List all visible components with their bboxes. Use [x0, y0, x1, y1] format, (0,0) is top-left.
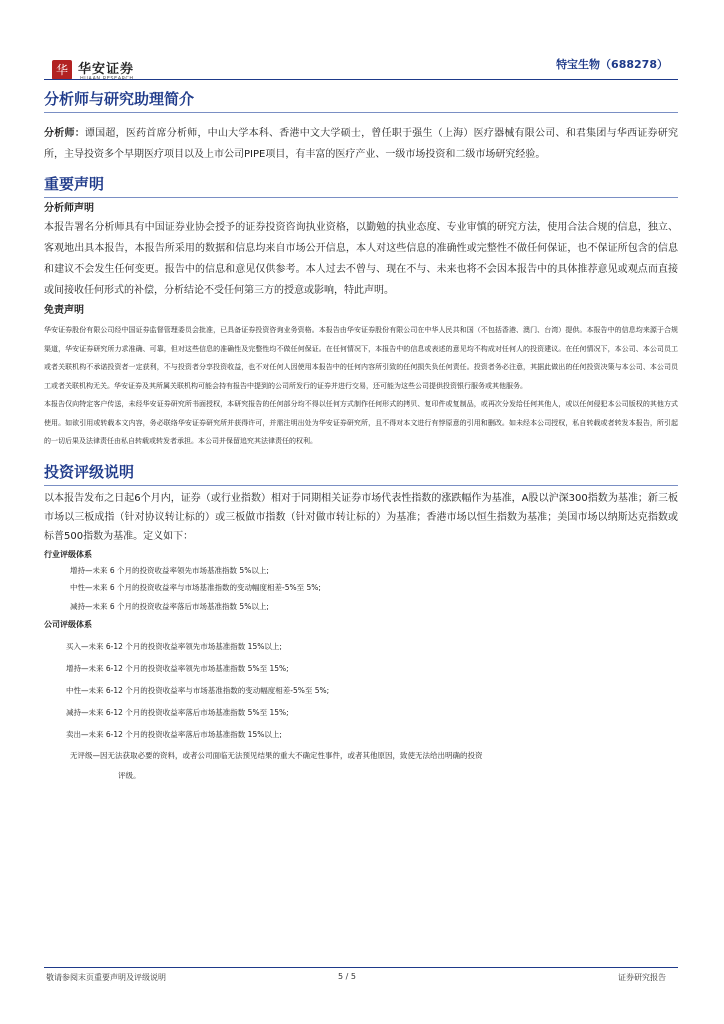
company-rating-item: 中性—未来 6-12 个月的投资收益率与市场基准指数的变动幅度相差-5%至 5%;: [66, 685, 330, 695]
header-divider: [44, 79, 678, 80]
industry-rating-list: [44, 562, 678, 618]
industry-rating-title: 行业评级体系: [44, 549, 92, 559]
disclaimer-section-title: 重要声明: [44, 175, 105, 193]
report-title: 特宝生物（688278）: [556, 58, 668, 71]
section-rule: [44, 197, 678, 198]
footer-note: 敬请参阅末页重要声明及评级说明: [46, 973, 166, 982]
analyst-section-title: 分析师与研究助理简介: [44, 90, 195, 108]
page-number: 5 / 5: [338, 972, 356, 981]
company-rating-item: 买入—未来 6-12 个月的投资收益率领先市场基准指数 15%以上;: [66, 641, 282, 651]
rating-intro: 以本报告发布之日起6个月内，证券（或行业指数）相对于同期相关证券市场代表性指数的涨跌幅作为基准，A股以沪深300指数为基准；新三板市场以三板成指（针对协议转让标的）或三板做市指数（针对做市转让标的）为基准；香港市场以恒生指数为基准；美国市场以纳斯达克指数或标普500指数为基准。定义如下：: [44, 492, 678, 542]
page-header: [0, 0, 724, 90]
rating-section: [44, 461, 678, 786]
section-rule: [44, 112, 678, 113]
industry-rating-item: 中性—未来 6 个月的投资收益率与市场基准指数的变动幅度相差-5%至 5%;: [70, 582, 321, 592]
company-rating-list: [44, 636, 678, 786]
no-rating-line: 无评级—因无法获取必要的资料，或者公司面临无法预见结果的重大不确定性事件，或者其他原因，致使无法给出明确的投资: [70, 750, 483, 760]
exemption-title: 免责声明: [44, 305, 84, 316]
page-content: [44, 88, 678, 786]
analyst-section: [44, 88, 678, 165]
analyst-statement-title: 分析师声明: [44, 203, 94, 214]
industry-rating-item: 增持—未来 6 个月的投资收益率领先市场基准指数 5%以上;: [70, 565, 269, 575]
section-rule: [44, 485, 678, 486]
company-rating-title: 公司评级体系: [44, 619, 92, 629]
disclaimer-section: [44, 173, 678, 451]
company-rating-item: 卖出—未来 6-12 个月的投资收益率落后市场基准指数 15%以上;: [66, 729, 282, 739]
industry-rating-item: 减持—未来 6 个月的投资收益率落后市场基准指数 5%以上;: [70, 601, 269, 611]
logo-name: 华安证券: [78, 62, 135, 77]
analyst-text: 谭国超，医药首席分析师，中山大学本科、香港中文大学硕士，曾任职于强生（上海）医疗器械有限公司、和君集团与华西证券研究所，主导投资多个早期医疗项目以及上市公司PIPE项目，有丰富的医疗产业、一级市场投资和二级市场研究经验。: [44, 128, 679, 160]
analyst-intro: [44, 123, 678, 165]
analyst-label: 分析师：: [44, 128, 85, 139]
exemption-paragraph-2: 本报告仅向特定客户传送，未经华安证券研究所书面授权，本研究报告的任何部分均不得以任何方式制作任何形式的拷贝、复印件或复制品，或再次分发给任何其他人，或以任何侵犯本公司版权的其他方式使用。如欲引用或转载本文内容，务必联络华安证券研究所并获得许可，并需注明出处为华安证券研究所，且不得对本文进行有悖原意的引用和删改。如未经本公司授权，私自转载或者转发本报告，所引起的一切后果及法律责任由私自转载或转发者承担。本公司并保留追究其法律责任的权利。: [44, 400, 678, 445]
footer-divider: [44, 967, 678, 968]
huaan-logo-icon: 华: [52, 60, 72, 80]
company-rating-item: 增持—未来 6-12 个月的投资收益率领先市场基准指数 5%至 15%;: [66, 663, 289, 673]
exemption-paragraph-1: 华安证券股份有限公司经中国证券监督管理委员会批准，已具备证券投资咨询业务资格。本报告由华安证券股份有限公司在中华人民共和国（不包括香港、澳门、台湾）提供。本报告中的信息均来源于合规渠道，华安证券研究所力求准确、可靠，但对这些信息的准确性及完整性均不做任何保证。在任何情况下，本报告中的信息或表述的意见均不构成对任何人的投资建议。在任何情况下，本公司、本公司员工或者关联机构不承诺投资者一定获利，不与投资者分享投资收益，也不对任何人因使用本报告中的任何内容所引致的任何损失负任何责任。投资者务必注意，其据此做出的任何投资决策与本公司、本公司员工或者关联机构无关。华安证券及其所属关联机构可能会持有报告中提到的公司所发行的证券并进行交易，还可能为这些公司提供投资银行服务或其他服务。: [44, 326, 678, 390]
footer-report-type: 证券研究报告: [618, 973, 666, 982]
analyst-statement-text: 本报告署名分析师具有中国证券业协会授予的证券投资咨询执业资格，以勤勉的执业态度、专业审慎的研究方法，使用合法合规的信息，独立、客观地出具本报告，本报告所采用的数据和信息均来自市场公开信息，本人对这些信息的准确性或完整性不做任何保证，也不保证所包含的信息和建议不会发生任何变更。报告中的信息和意见仅供参考。本人过去不曾与、现在不与、未来也将不会因本报告中的具体推荐意见或观点而直接或间接收任何形式的补偿，分析结论不受任何第三方的授意或影响，特此声明。: [44, 222, 678, 296]
rating-section-title: 投资评级说明: [44, 462, 135, 481]
no-rating-line-continued: 评级。: [118, 770, 141, 780]
company-rating-item: 减持—未来 6-12 个月的投资收益率落后市场基准指数 5%至 15%;: [66, 707, 289, 717]
